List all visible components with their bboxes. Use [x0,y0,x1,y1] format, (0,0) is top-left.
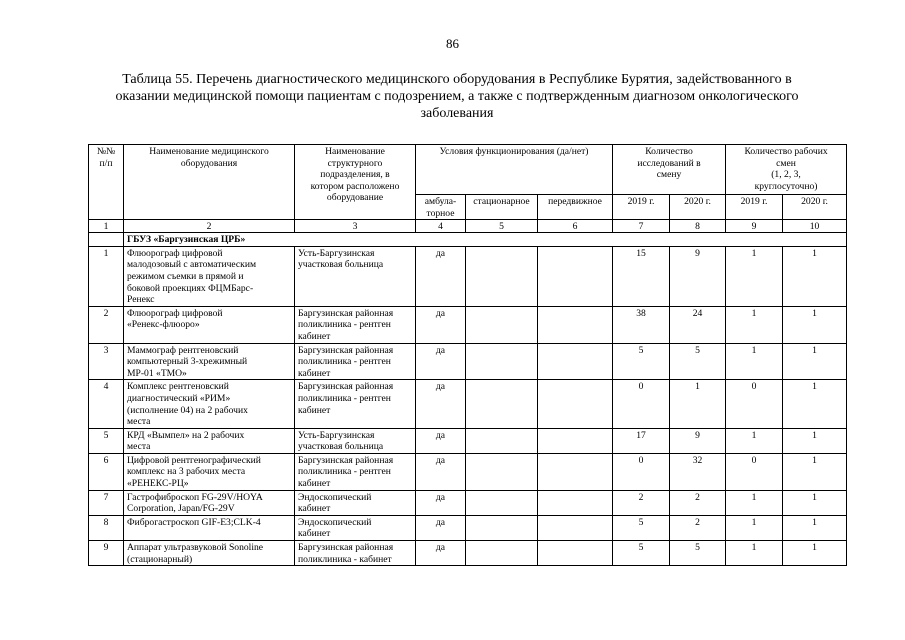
row-number: 6 [89,453,124,490]
ambulatory-cell: да [416,453,466,490]
stationary-cell [466,490,538,515]
header-num: №№ п/п [89,145,124,220]
shifts-2019-cell: 0 [726,380,783,428]
ambulatory-cell: да [416,428,466,453]
division-name-line: поликлиника - кабинет [298,553,392,565]
division-name-line: Баргузинская районная [298,454,394,466]
division-name [295,380,416,428]
equipment-name-line: места [127,416,151,428]
studies-2020-cell: 24 [670,306,726,343]
row-number: 9 [89,541,124,566]
shifts-2019-cell: 1 [726,306,783,343]
equipment-name-line: (исполнение 04) на 2 рабочих [127,404,248,416]
equipment-name-line: МР-01 «ТМО» [127,367,187,379]
table-row [89,541,847,566]
division-name-line: Эндоскопический [298,491,372,503]
stationary-cell [466,541,538,566]
table-row [89,306,847,343]
stationary-cell [466,306,538,343]
title-line: оказании медицинской помощи пациентам с подозрением, а также с подтвержденным диагнозом онкологического [115,89,799,104]
shifts-2019-cell: 1 [726,428,783,453]
division-name-line: участковая больница [298,259,384,271]
studies-2019-cell: 0 [613,380,670,428]
section-title: ГБУЗ «Баргузинская ЦРБ» [124,233,847,247]
equipment-name-line: «Ренекс-флюоро» [127,319,200,331]
stationary-cell [466,343,538,380]
equipment-name [124,515,295,540]
shifts-2019-cell: 1 [726,515,783,540]
studies-2019-cell: 5 [613,541,670,566]
equipment-name-line: (стационарный) [127,553,193,565]
ambulatory-cell: да [416,541,466,566]
division-name-line: кабинет [298,367,331,379]
section-blank [89,233,124,247]
header-row [89,145,847,195]
division-name-line: Баргузинская районная [298,381,394,393]
division-name-line: кабинет [298,404,331,416]
equipment-name [124,246,295,306]
division-name-line: поликлиника - рентген [298,319,391,331]
header-studies: Количество исследований в смену [613,145,726,195]
header-studies-2020: 2020 г. [670,195,726,220]
studies-2019-cell: 0 [613,453,670,490]
ambulatory-cell: да [416,306,466,343]
shifts-2020-cell: 1 [783,541,847,566]
mobile-cell [538,306,613,343]
division-name-line: поликлиника - рентген [298,392,391,404]
studies-2019-cell: 2 [613,490,670,515]
table-row [89,380,847,428]
equipment-name-line: Ренекс [127,294,155,306]
studies-2020-cell: 2 [670,490,726,515]
equipment-name-line: малодозовый с автоматическим [127,259,257,271]
shifts-2020-cell: 1 [783,380,847,428]
equipment-name-line: режимом съемки в прямой и [127,270,244,282]
mobile-cell [538,515,613,540]
shifts-2020-cell: 1 [783,306,847,343]
ambulatory-cell: да [416,380,466,428]
shifts-2020-cell: 1 [783,490,847,515]
row-number: 5 [89,428,124,453]
mobile-cell [538,343,613,380]
header-ambulatory: амбула- торное [416,195,466,220]
equipment-name-line: диагностический «РИМ» [127,392,231,404]
shifts-2020-cell: 1 [783,428,847,453]
stationary-cell [466,246,538,306]
stationary-cell [466,380,538,428]
equipment-name-line: Цифровой рентгенографический [127,454,261,466]
division-name-line: кабинет [298,503,331,515]
header-stationary: стационарное [466,195,538,220]
table-row [89,490,847,515]
column-number: 1 [89,220,124,233]
shifts-2020-cell: 1 [783,246,847,306]
equipment-name [124,541,295,566]
division-name-line: Усть-Баргузинская [298,247,375,259]
equipment-name-line: компьютерный 3-хрежимный [127,356,248,368]
studies-2020-cell: 5 [670,541,726,566]
equipment-name [124,343,295,380]
division-name-line: участковая больница [298,441,384,453]
division-name-line: кабинет [298,478,331,490]
division-name-line: Баргузинская районная [298,344,394,356]
equipment-name [124,306,295,343]
mobile-cell [538,380,613,428]
table-row [89,246,847,306]
shifts-2020-cell: 1 [783,515,847,540]
shifts-2019-cell: 1 [726,246,783,306]
column-number: 5 [466,220,538,233]
column-number: 7 [613,220,670,233]
shifts-2019-cell: 1 [726,490,783,515]
division-name-line: кабинет [298,330,331,342]
section-row [89,233,847,247]
equipment-name-line: Флюорограф цифровой [127,307,223,319]
studies-2020-cell: 9 [670,428,726,453]
row-number: 4 [89,380,124,428]
header-equipment: Наименование медицинского оборудования [124,145,295,220]
row-number: 3 [89,343,124,380]
mobile-cell [538,453,613,490]
header-shifts-2019: 2019 г. [726,195,783,220]
ambulatory-cell: да [416,246,466,306]
division-name-line: поликлиника - рентген [298,466,391,478]
division-name [295,541,416,566]
column-number: 6 [538,220,613,233]
header-shifts: Количество рабочих смен (1, 2, 3, круглосуточно) [726,145,847,195]
equipment-name-line: Гастрофиброскоп FG-29V/HOYA [127,491,263,503]
studies-2020-cell: 32 [670,453,726,490]
column-number-row [89,220,847,233]
studies-2019-cell: 38 [613,306,670,343]
studies-2020-cell: 5 [670,343,726,380]
equipment-name [124,380,295,428]
ambulatory-cell: да [416,490,466,515]
header-conditions: Условия функционирования (да/нет) [416,145,613,195]
table-row [89,453,847,490]
division-name [295,515,416,540]
title-line: заболевания [420,106,494,121]
studies-2019-cell: 15 [613,246,670,306]
table-row [89,515,847,540]
studies-2019-cell: 5 [613,343,670,380]
table-row [89,428,847,453]
equipment-name [124,490,295,515]
column-number: 10 [783,220,847,233]
equipment-table [88,144,847,566]
mobile-cell [538,246,613,306]
division-name [295,490,416,515]
stationary-cell [466,453,538,490]
studies-2020-cell: 9 [670,246,726,306]
equipment-name-line: Флюорограф цифровой [127,247,223,259]
equipment-name-line: Corporation, Japan/FG-29V [127,503,235,515]
division-name-line: Баргузинская районная [298,542,394,554]
division-name-line: Эндоскопический [298,516,372,528]
equipment-name-line: «РЕНЕКС-РЦ» [127,478,189,490]
division-name-line: поликлиника - рентген [298,356,391,368]
column-number: 9 [726,220,783,233]
row-number: 8 [89,515,124,540]
mobile-cell [538,541,613,566]
equipment-name-line: Маммограф рентгеновский [127,344,239,356]
stationary-cell [466,515,538,540]
shifts-2019-cell: 1 [726,541,783,566]
shifts-2019-cell: 1 [726,343,783,380]
stationary-cell [466,428,538,453]
column-number: 2 [124,220,295,233]
division-name-line: Баргузинская районная [298,307,394,319]
header-mobile: передвижное [538,195,613,220]
equipment-name-line: Аппарат ультразвуковой Sonoline [127,542,264,554]
page-number: 86 [446,36,459,51]
equipment-name-line: Комплекс рентгеновский [127,381,229,393]
division-name [295,343,416,380]
ambulatory-cell: да [416,343,466,380]
ambulatory-cell: да [416,515,466,540]
division-name [295,246,416,306]
mobile-cell [538,428,613,453]
header-shifts-2020: 2020 г. [783,195,847,220]
shifts-2019-cell: 0 [726,453,783,490]
equipment-name [124,453,295,490]
division-name [295,428,416,453]
division-name [295,306,416,343]
studies-2020-cell: 1 [670,380,726,428]
mobile-cell [538,490,613,515]
header-studies-2019: 2019 г. [613,195,670,220]
division-name-line: Усть-Баргузинская [298,429,375,441]
table-row [89,343,847,380]
row-number: 1 [89,246,124,306]
studies-2020-cell: 2 [670,515,726,540]
row-number: 2 [89,306,124,343]
equipment-name-line: Фиброгастроскоп GIF-E3;CLK-4 [127,516,261,528]
column-number: 3 [295,220,416,233]
title-line: Таблица 55. Перечень диагностического медицинского оборудования в Республике Бурятия, задействованного в [122,72,792,87]
studies-2019-cell: 5 [613,515,670,540]
equipment-name-line: боковой проекциях ФЦМБарс- [127,282,254,294]
shifts-2020-cell: 1 [783,453,847,490]
row-number: 7 [89,490,124,515]
column-number: 4 [416,220,466,233]
shifts-2020-cell: 1 [783,343,847,380]
table-title [92,71,822,122]
equipment-name-line: КРД «Вымпел» на 2 рабочих [127,429,245,441]
division-name-line: кабинет [298,528,331,540]
equipment-name-line: места [127,441,151,453]
equipment-name [124,428,295,453]
equipment-name-line: комплекс на 3 рабочих места [127,466,246,478]
column-number: 8 [670,220,726,233]
studies-2019-cell: 17 [613,428,670,453]
header-division: Наименование структурного подразделения, в котором расположено оборудование [295,145,416,220]
division-name [295,453,416,490]
